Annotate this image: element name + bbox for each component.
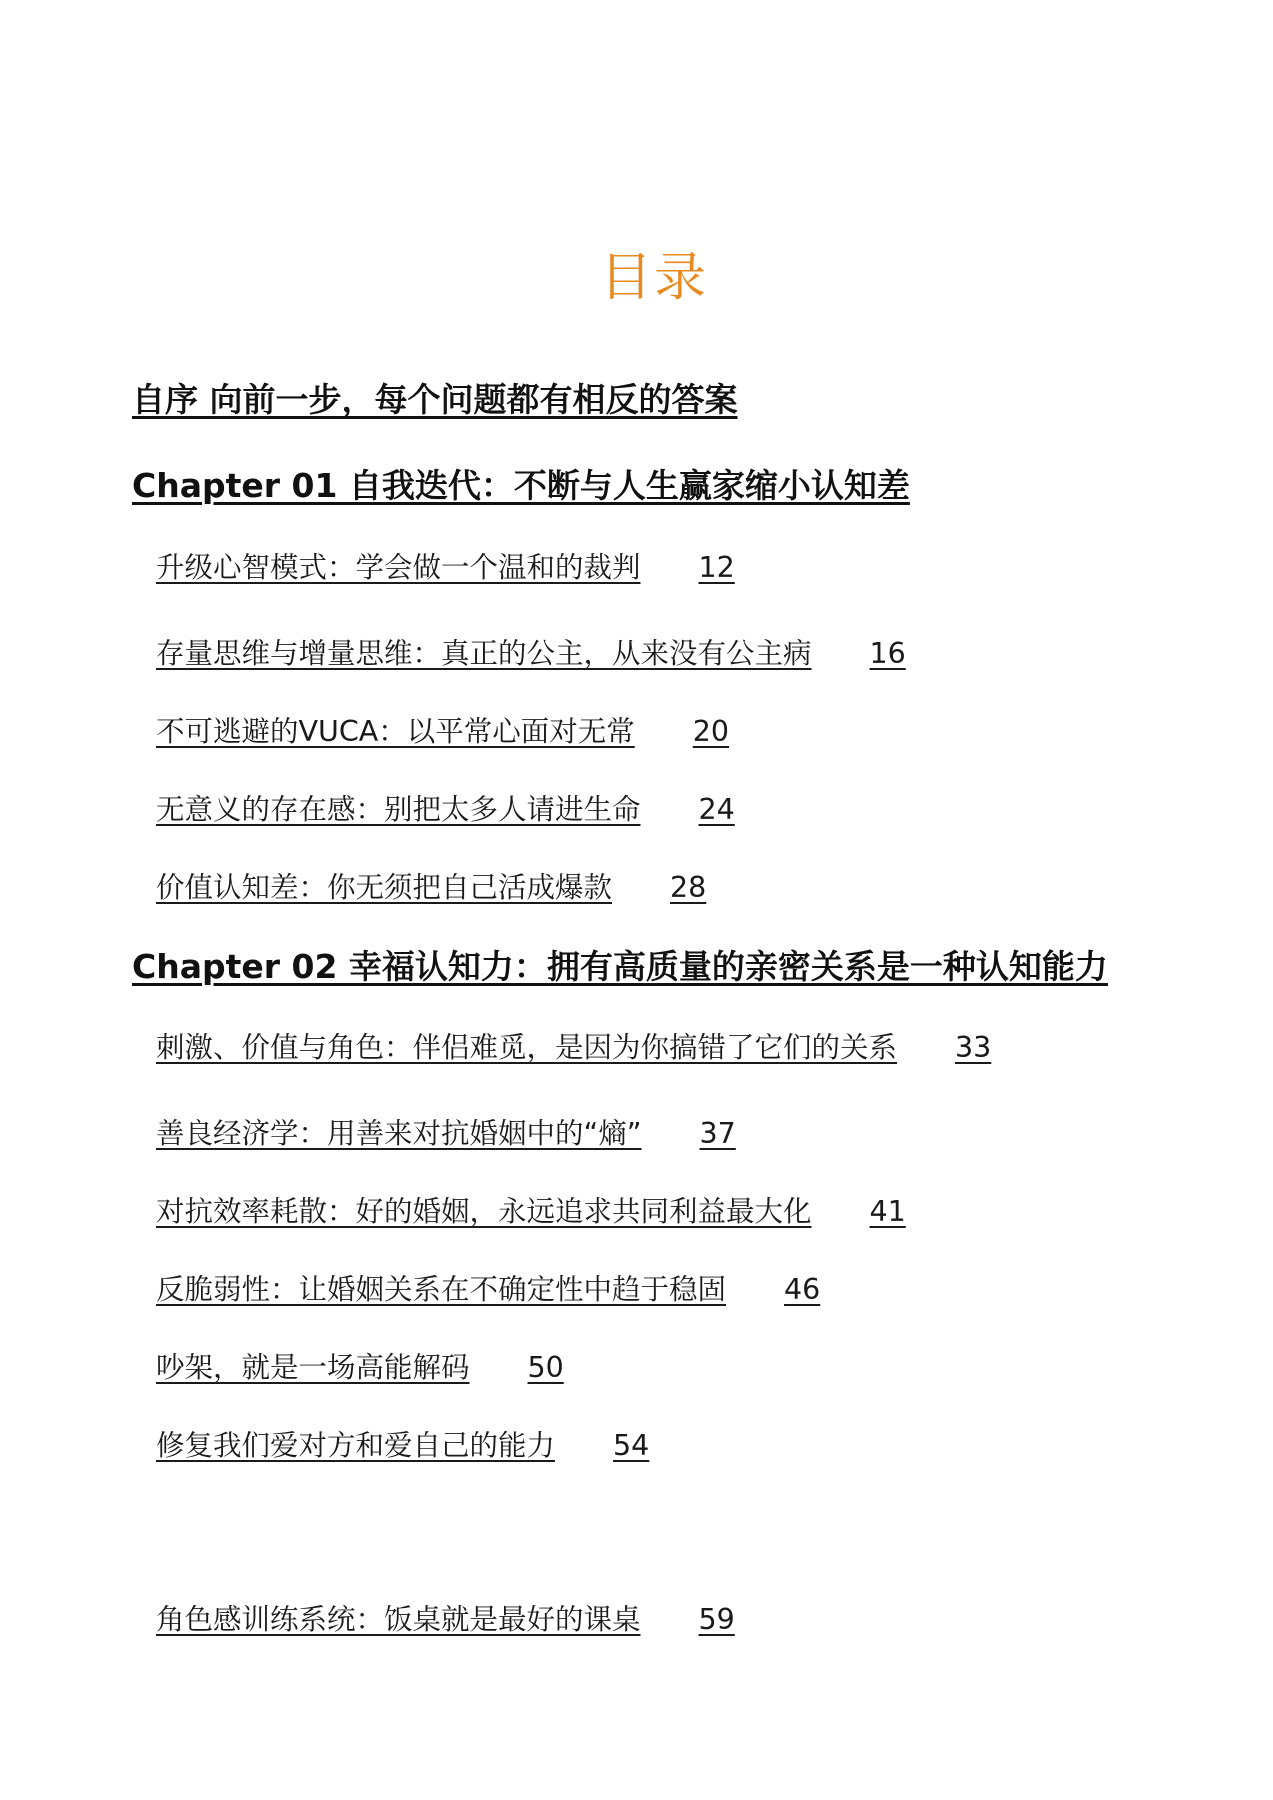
toc-entry[interactable] — [156, 1116, 736, 1152]
toc-entry-page: 12 — [698, 551, 735, 584]
toc-entry-label: 善良经济学：用善来对抗婚姻中的“熵” — [156, 1117, 642, 1150]
toc-entry-page: 20 — [692, 715, 730, 748]
toc-entry[interactable] — [156, 1428, 649, 1464]
toc-title: 目录 — [599, 248, 708, 308]
toc-section-label: Chapter 01 自我迭代：不断与人生赢家缩小认知差 — [132, 466, 910, 505]
toc-entry[interactable] — [156, 636, 906, 672]
toc-entry-page: 33 — [955, 1031, 992, 1064]
toc-entry-label: 升级心智模式：学会做一个温和的裁判 — [156, 551, 641, 584]
toc-entry[interactable] — [156, 1194, 906, 1230]
toc-entry[interactable] — [156, 714, 729, 750]
toc-section-preface[interactable] — [132, 380, 738, 420]
toc-section-label: Chapter 02 幸福认知力：拥有高质量的亲密关系是一种认知能力 — [132, 947, 1108, 986]
toc-entry[interactable] — [156, 550, 735, 586]
toc-entry-label: 刺激、价值与角色：伴侣难觅，是因为你搞错了它们的关系 — [156, 1031, 898, 1064]
toc-entry-label: 不可逃避的VUCA：以平常心面对无常 — [156, 715, 635, 748]
toc-entry[interactable] — [156, 1350, 564, 1386]
toc-entry-page: 50 — [527, 1351, 564, 1384]
toc-section-label: 自序 向前一步，每个问题都有相反的答案 — [132, 380, 738, 419]
toc-entry-page: 46 — [784, 1273, 821, 1306]
toc-section-chapter-02[interactable] — [132, 947, 1108, 987]
toc-entry-label: 反脆弱性：让婚姻关系在不确定性中趋于稳固 — [156, 1273, 727, 1306]
toc-entry-label: 存量思维与增量思维：真正的公主，从来没有公主病 — [156, 637, 812, 670]
toc-entry-page: 37 — [699, 1117, 736, 1150]
toc-entry[interactable] — [156, 870, 706, 906]
toc-entry-page: 24 — [698, 793, 735, 826]
toc-entry[interactable] — [156, 792, 735, 828]
toc-entry-label: 角色感训练系统：饭桌就是最好的课桌 — [156, 1603, 641, 1636]
toc-entry-page: 28 — [670, 871, 707, 904]
toc-entry-label: 对抗效率耗散：好的婚姻，永远追求共同利益最大化 — [156, 1195, 812, 1228]
toc-entry-page: 16 — [869, 637, 906, 670]
toc-entry-page: 59 — [698, 1603, 735, 1636]
toc-entry[interactable] — [156, 1030, 991, 1066]
toc-entry-label: 修复我们爱对方和爱自己的能力 — [156, 1429, 556, 1462]
toc-entry-label: 价值认知差：你无须把自己活成爆款 — [156, 871, 613, 904]
toc-entry[interactable] — [156, 1272, 820, 1308]
toc-entry[interactable] — [156, 1602, 735, 1638]
toc-entry-label: 吵架，就是一场高能解码 — [156, 1351, 470, 1384]
toc-entry-page: 41 — [869, 1195, 906, 1228]
toc-entry-page: 54 — [613, 1429, 650, 1462]
toc-section-chapter-01[interactable] — [132, 466, 910, 506]
toc-entry-label: 无意义的存在感：别把太多人请进生命 — [156, 793, 641, 826]
